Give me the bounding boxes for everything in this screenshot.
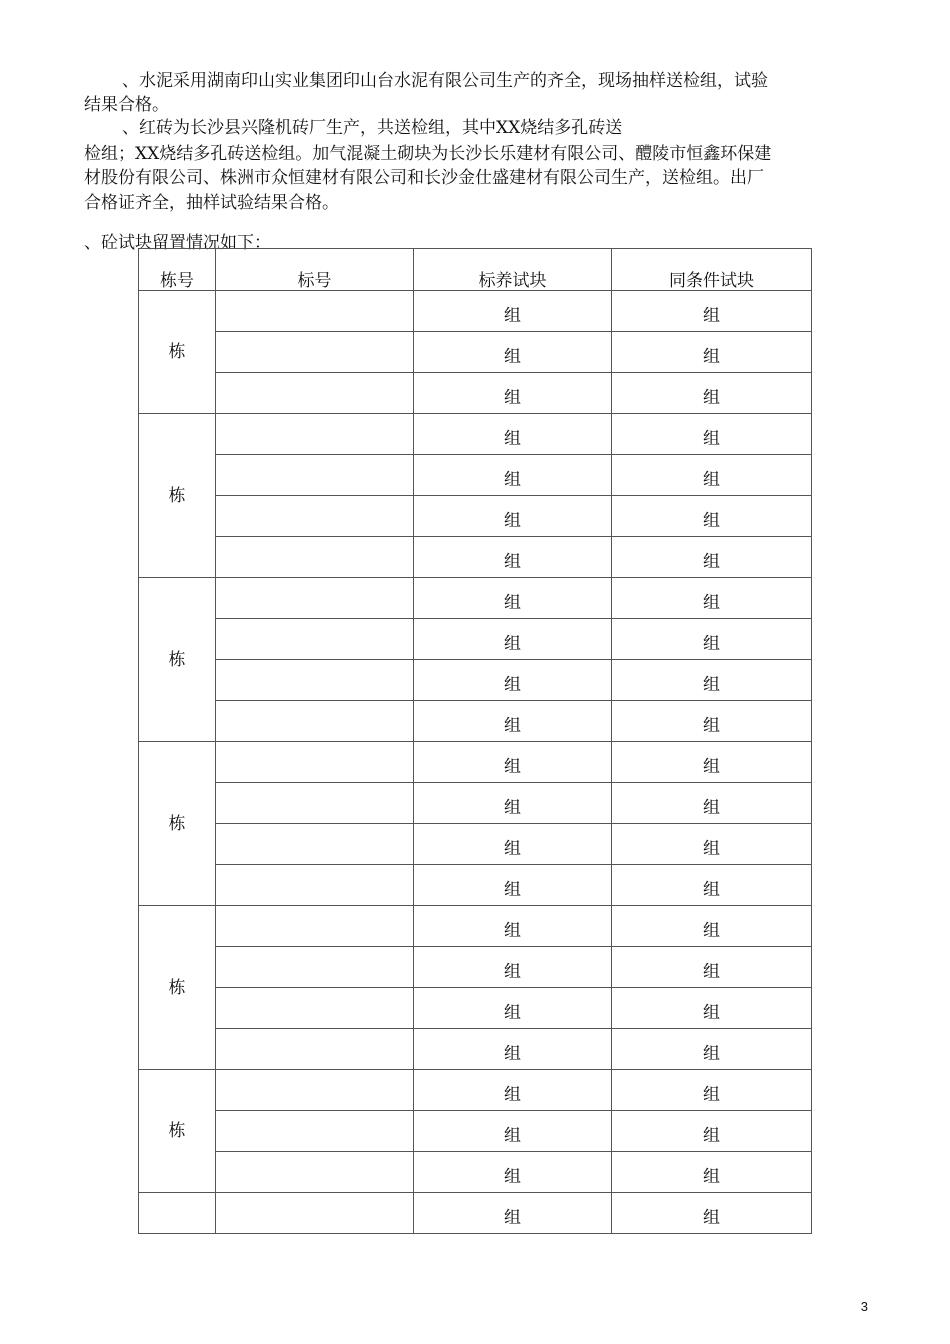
- table-body: [139, 291, 812, 1234]
- table-row: [139, 496, 812, 537]
- standard-curing-cell: 组: [414, 291, 612, 332]
- table-row: [139, 537, 812, 578]
- building-cell: [139, 1193, 216, 1234]
- building-cell: 栋: [139, 291, 216, 414]
- brick-paragraph-line-3: 材股份有限公司、株洲市众恒建材有限公司和长沙金仕盛建材有限公司生产，送检组。出厂: [84, 168, 764, 188]
- brick-paragraph-line-2: 检组；XX烧结多孔砖送检组。加气混凝土砌块为长沙长乐建材有限公司、醴陵市恒鑫环保建: [84, 144, 772, 164]
- standard-curing-cell: 组: [414, 1152, 612, 1193]
- standard-curing-cell: 组: [414, 332, 612, 373]
- grade-cell: [216, 455, 414, 496]
- table-header-row: [139, 249, 812, 291]
- same-condition-cell: 组: [612, 1070, 812, 1111]
- table-row: [139, 414, 812, 455]
- same-condition-cell: 组: [612, 824, 812, 865]
- table-row: [139, 578, 812, 619]
- grade-cell: [216, 947, 414, 988]
- standard-curing-cell: 组: [414, 414, 612, 455]
- same-condition-cell: 组: [612, 783, 812, 824]
- standard-curing-cell: 组: [414, 455, 612, 496]
- grade-cell: [216, 783, 414, 824]
- same-condition-cell: 组: [612, 496, 812, 537]
- same-condition-cell: 组: [612, 660, 812, 701]
- grade-cell: [216, 373, 414, 414]
- grade-cell: [216, 865, 414, 906]
- grade-cell: [216, 496, 414, 537]
- same-condition-cell: 组: [612, 578, 812, 619]
- standard-curing-cell: 组: [414, 1193, 612, 1234]
- standard-curing-cell: 组: [414, 742, 612, 783]
- building-cell: 栋: [139, 414, 216, 578]
- grade-cell: [216, 742, 414, 783]
- table-row: [139, 291, 812, 332]
- grade-cell: [216, 660, 414, 701]
- grade-cell: [216, 1152, 414, 1193]
- standard-curing-cell: 组: [414, 1029, 612, 1070]
- standard-curing-cell: 组: [414, 988, 612, 1029]
- grade-cell: [216, 414, 414, 455]
- header-standard-curing-blocks: 标养试块: [414, 249, 612, 291]
- grade-cell: [216, 1029, 414, 1070]
- standard-curing-cell: 组: [414, 578, 612, 619]
- table-row: [139, 619, 812, 660]
- table-row: [139, 988, 812, 1029]
- cement-paragraph-line-2: 结果合格。: [84, 95, 169, 115]
- same-condition-cell: 组: [612, 906, 812, 947]
- standard-curing-cell: 组: [414, 537, 612, 578]
- page-number: 3: [860, 1299, 868, 1314]
- standard-curing-cell: 组: [414, 1111, 612, 1152]
- brick-paragraph-line-1: 、红砖为长沙县兴隆机砖厂生产，共送检组，其中XX烧结多孔砖送: [122, 118, 623, 138]
- grade-cell: [216, 1111, 414, 1152]
- same-condition-cell: 组: [612, 1152, 812, 1193]
- same-condition-cell: 组: [612, 455, 812, 496]
- standard-curing-cell: 组: [414, 660, 612, 701]
- table-row: [139, 455, 812, 496]
- header-same-condition-blocks: 同条件试块: [612, 249, 812, 291]
- building-cell: 栋: [139, 1070, 216, 1193]
- same-condition-cell: 组: [612, 742, 812, 783]
- table-row: [139, 947, 812, 988]
- grade-cell: [216, 1193, 414, 1234]
- concrete-block-intro: 、砼试块留置情况如下：: [84, 233, 271, 253]
- table-row: [139, 906, 812, 947]
- standard-curing-cell: 组: [414, 619, 612, 660]
- table-row: [139, 660, 812, 701]
- standard-curing-cell: 组: [414, 783, 612, 824]
- table-row: [139, 742, 812, 783]
- building-cell: 栋: [139, 742, 216, 906]
- standard-curing-cell: 组: [414, 701, 612, 742]
- standard-curing-cell: 组: [414, 1070, 612, 1111]
- grade-cell: [216, 291, 414, 332]
- header-grade: 标号: [216, 249, 414, 291]
- grade-cell: [216, 1070, 414, 1111]
- standard-curing-cell: 组: [414, 496, 612, 537]
- standard-curing-cell: 组: [414, 906, 612, 947]
- same-condition-cell: 组: [612, 1029, 812, 1070]
- grade-cell: [216, 988, 414, 1029]
- header-building-number: 栋号: [139, 249, 216, 291]
- table-row: [139, 1111, 812, 1152]
- same-condition-cell: 组: [612, 537, 812, 578]
- standard-curing-cell: 组: [414, 865, 612, 906]
- same-condition-cell: 组: [612, 947, 812, 988]
- grade-cell: [216, 578, 414, 619]
- same-condition-cell: 组: [612, 865, 812, 906]
- standard-curing-cell: 组: [414, 947, 612, 988]
- same-condition-cell: 组: [612, 332, 812, 373]
- table-row: [139, 824, 812, 865]
- same-condition-cell: 组: [612, 291, 812, 332]
- same-condition-cell: 组: [612, 1111, 812, 1152]
- brick-paragraph-line-4: 合格证齐全，抽样试验结果合格。: [84, 193, 339, 213]
- table-row: [139, 783, 812, 824]
- grade-cell: [216, 701, 414, 742]
- same-condition-cell: 组: [612, 373, 812, 414]
- grade-cell: [216, 537, 414, 578]
- grade-cell: [216, 906, 414, 947]
- table-row: [139, 332, 812, 373]
- grade-cell: [216, 332, 414, 373]
- table-row: [139, 1070, 812, 1111]
- building-cell: 栋: [139, 906, 216, 1070]
- table-row: [139, 1029, 812, 1070]
- same-condition-cell: 组: [612, 988, 812, 1029]
- standard-curing-cell: 组: [414, 824, 612, 865]
- same-condition-cell: 组: [612, 619, 812, 660]
- same-condition-cell: 组: [612, 414, 812, 455]
- grade-cell: [216, 619, 414, 660]
- standard-curing-cell: 组: [414, 373, 612, 414]
- table-row: [139, 373, 812, 414]
- same-condition-cell: 组: [612, 1193, 812, 1234]
- cement-paragraph-line-1: 、水泥采用湖南印山实业集团印山台水泥有限公司生产的齐全，现场抽样送检组，试验: [122, 71, 768, 91]
- table-row: [139, 865, 812, 906]
- grade-cell: [216, 824, 414, 865]
- table-row: [139, 1193, 812, 1234]
- table-row: [139, 701, 812, 742]
- table-row: [139, 1152, 812, 1193]
- same-condition-cell: 组: [612, 701, 812, 742]
- building-cell: 栋: [139, 578, 216, 742]
- concrete-test-block-table: [138, 248, 812, 1234]
